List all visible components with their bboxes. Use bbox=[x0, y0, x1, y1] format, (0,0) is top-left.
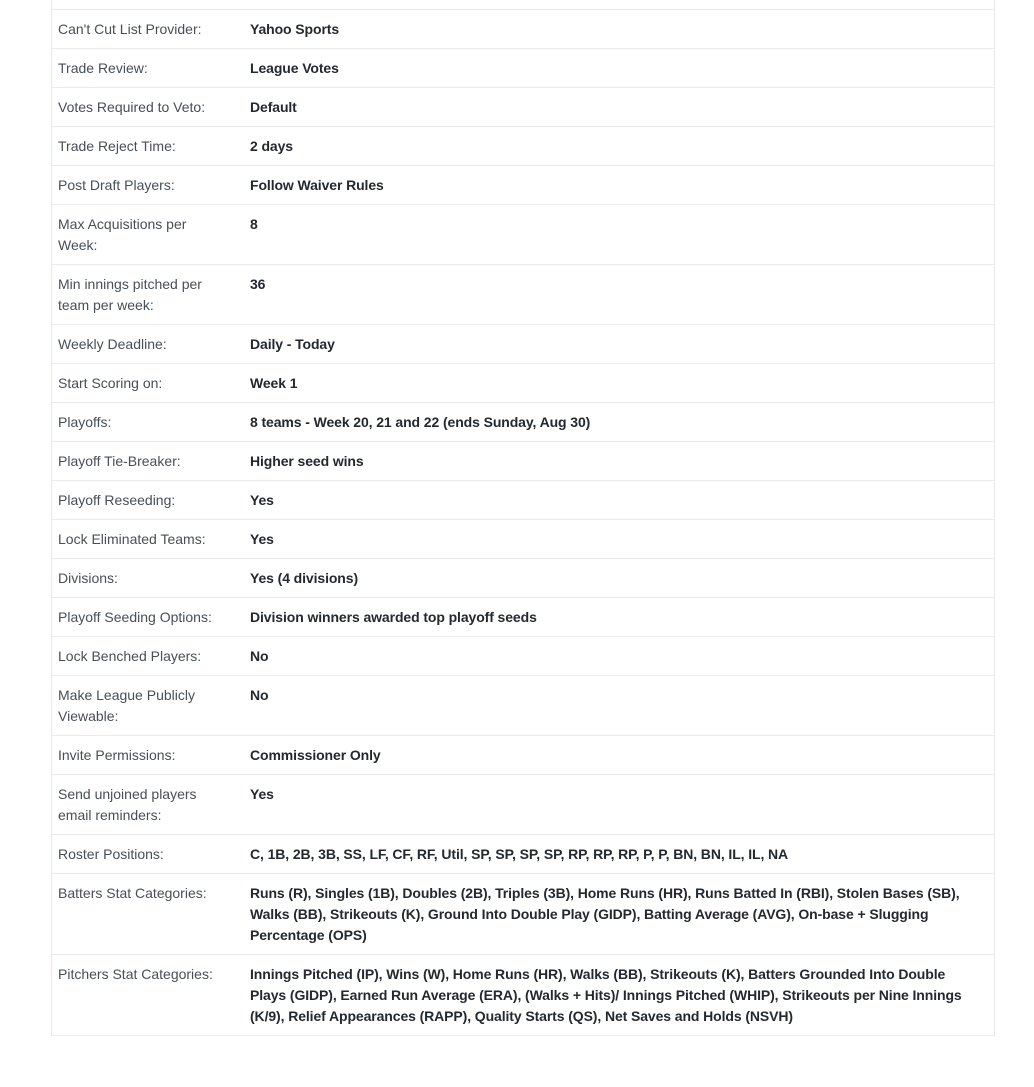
settings-row bbox=[52, 403, 994, 442]
setting-value: Daily - Today bbox=[250, 336, 335, 352]
setting-label: Invite Permissions: bbox=[58, 747, 176, 763]
settings-row bbox=[52, 520, 994, 559]
settings-row bbox=[52, 88, 994, 127]
settings-row bbox=[52, 736, 994, 775]
setting-label: Batters Stat Categories: bbox=[58, 885, 207, 901]
settings-row bbox=[52, 775, 994, 835]
setting-value: Higher seed wins bbox=[250, 453, 364, 469]
setting-label: Trade Review: bbox=[58, 60, 148, 76]
settings-row bbox=[52, 637, 994, 676]
settings-row bbox=[52, 559, 994, 598]
setting-value: Yes (4 divisions) bbox=[250, 570, 359, 586]
setting-label: Trade Reject Time: bbox=[58, 138, 176, 154]
settings-row bbox=[52, 442, 994, 481]
setting-value: League Votes bbox=[250, 60, 339, 76]
setting-value: Yes bbox=[250, 492, 274, 508]
setting-value: 8 bbox=[250, 216, 258, 232]
setting-label: Roster Positions: bbox=[58, 846, 164, 862]
settings-row bbox=[52, 205, 994, 265]
setting-value: Innings Pitched (IP), Wins (W), Home Runs (HR), Walks (BB), Strikeouts (K), Batters Grounded Into Double Plays (GIDP), Earned Run Average (ERA), (Walks + Hits)/ Innings Pitched (WHIP), Strikeouts per Nine Innings (K/9), Relief Appearances (RAPP), Quality Starts (QS), Net Saves and Holds (NSVH) bbox=[250, 966, 962, 1024]
settings-row bbox=[52, 49, 994, 88]
setting-label: Playoff Seeding Options: bbox=[58, 609, 212, 625]
setting-value: Yahoo Sports bbox=[250, 21, 340, 37]
setting-label: Send unjoined players email reminders: bbox=[58, 786, 197, 823]
settings-row bbox=[52, 955, 994, 1036]
setting-label: Lock Benched Players: bbox=[58, 648, 202, 664]
setting-label: Votes Required to Veto: bbox=[58, 99, 206, 115]
settings-row bbox=[52, 325, 994, 364]
settings-row bbox=[52, 481, 994, 520]
settings-row bbox=[52, 598, 994, 637]
settings-row bbox=[52, 166, 994, 205]
setting-value: 8 teams - Week 20, 21 and 22 (ends Sunday, Aug 30) bbox=[250, 414, 591, 430]
setting-value: Runs (R), Singles (1B), Doubles (2B), Triples (3B), Home Runs (HR), Runs Batted In (RBI), Stolen Bases (SB), Walks (BB), Strikeouts (K), Ground Into Double Play (GIDP), Batting Average (AVG), On-base + Slugging Percentage (OPS) bbox=[250, 885, 960, 943]
setting-label: Start Scoring on: bbox=[58, 375, 163, 391]
settings-row bbox=[52, 10, 994, 49]
setting-label: Playoff Reseeding: bbox=[58, 492, 176, 508]
setting-label: Max Acquisitions per Week: bbox=[58, 216, 187, 253]
setting-label: Can't Cut List Provider: bbox=[58, 21, 202, 37]
settings-row bbox=[52, 874, 994, 955]
setting-label: Playoff Tie-Breaker: bbox=[58, 453, 181, 469]
setting-label: Playoffs: bbox=[58, 414, 112, 430]
settings-row bbox=[52, 835, 994, 874]
setting-value: Division winners awarded top playoff seeds bbox=[250, 609, 537, 625]
settings-row bbox=[52, 265, 994, 325]
setting-label: Divisions: bbox=[58, 570, 118, 586]
clipped-row-top bbox=[52, 0, 994, 10]
setting-value: 2 days bbox=[250, 138, 293, 154]
setting-value: No bbox=[250, 687, 269, 703]
setting-label: Pitchers Stat Categories: bbox=[58, 966, 213, 982]
setting-label: Min innings pitched per team per week: bbox=[58, 276, 202, 313]
setting-value: C, 1B, 2B, 3B, SS, LF, CF, RF, Util, SP, SP, SP, SP, RP, RP, RP, P, P, BN, BN, IL, IL, NA bbox=[250, 846, 789, 862]
settings-row bbox=[52, 127, 994, 166]
setting-value: Yes bbox=[250, 531, 274, 547]
setting-value: Follow Waiver Rules bbox=[250, 177, 384, 193]
setting-value: Default bbox=[250, 99, 297, 115]
setting-value: Commissioner Only bbox=[250, 747, 381, 763]
setting-label: Weekly Deadline: bbox=[58, 336, 167, 352]
setting-value: Yes bbox=[250, 786, 274, 802]
setting-value: 36 bbox=[250, 276, 266, 292]
setting-label: Make League Publicly Viewable: bbox=[58, 687, 195, 724]
settings-row bbox=[52, 676, 994, 736]
setting-label: Post Draft Players: bbox=[58, 177, 175, 193]
league-settings-table bbox=[51, 0, 995, 1036]
settings-row bbox=[52, 364, 994, 403]
setting-value: No bbox=[250, 648, 269, 664]
setting-label: Lock Eliminated Teams: bbox=[58, 531, 206, 547]
setting-value: Week 1 bbox=[250, 375, 298, 391]
